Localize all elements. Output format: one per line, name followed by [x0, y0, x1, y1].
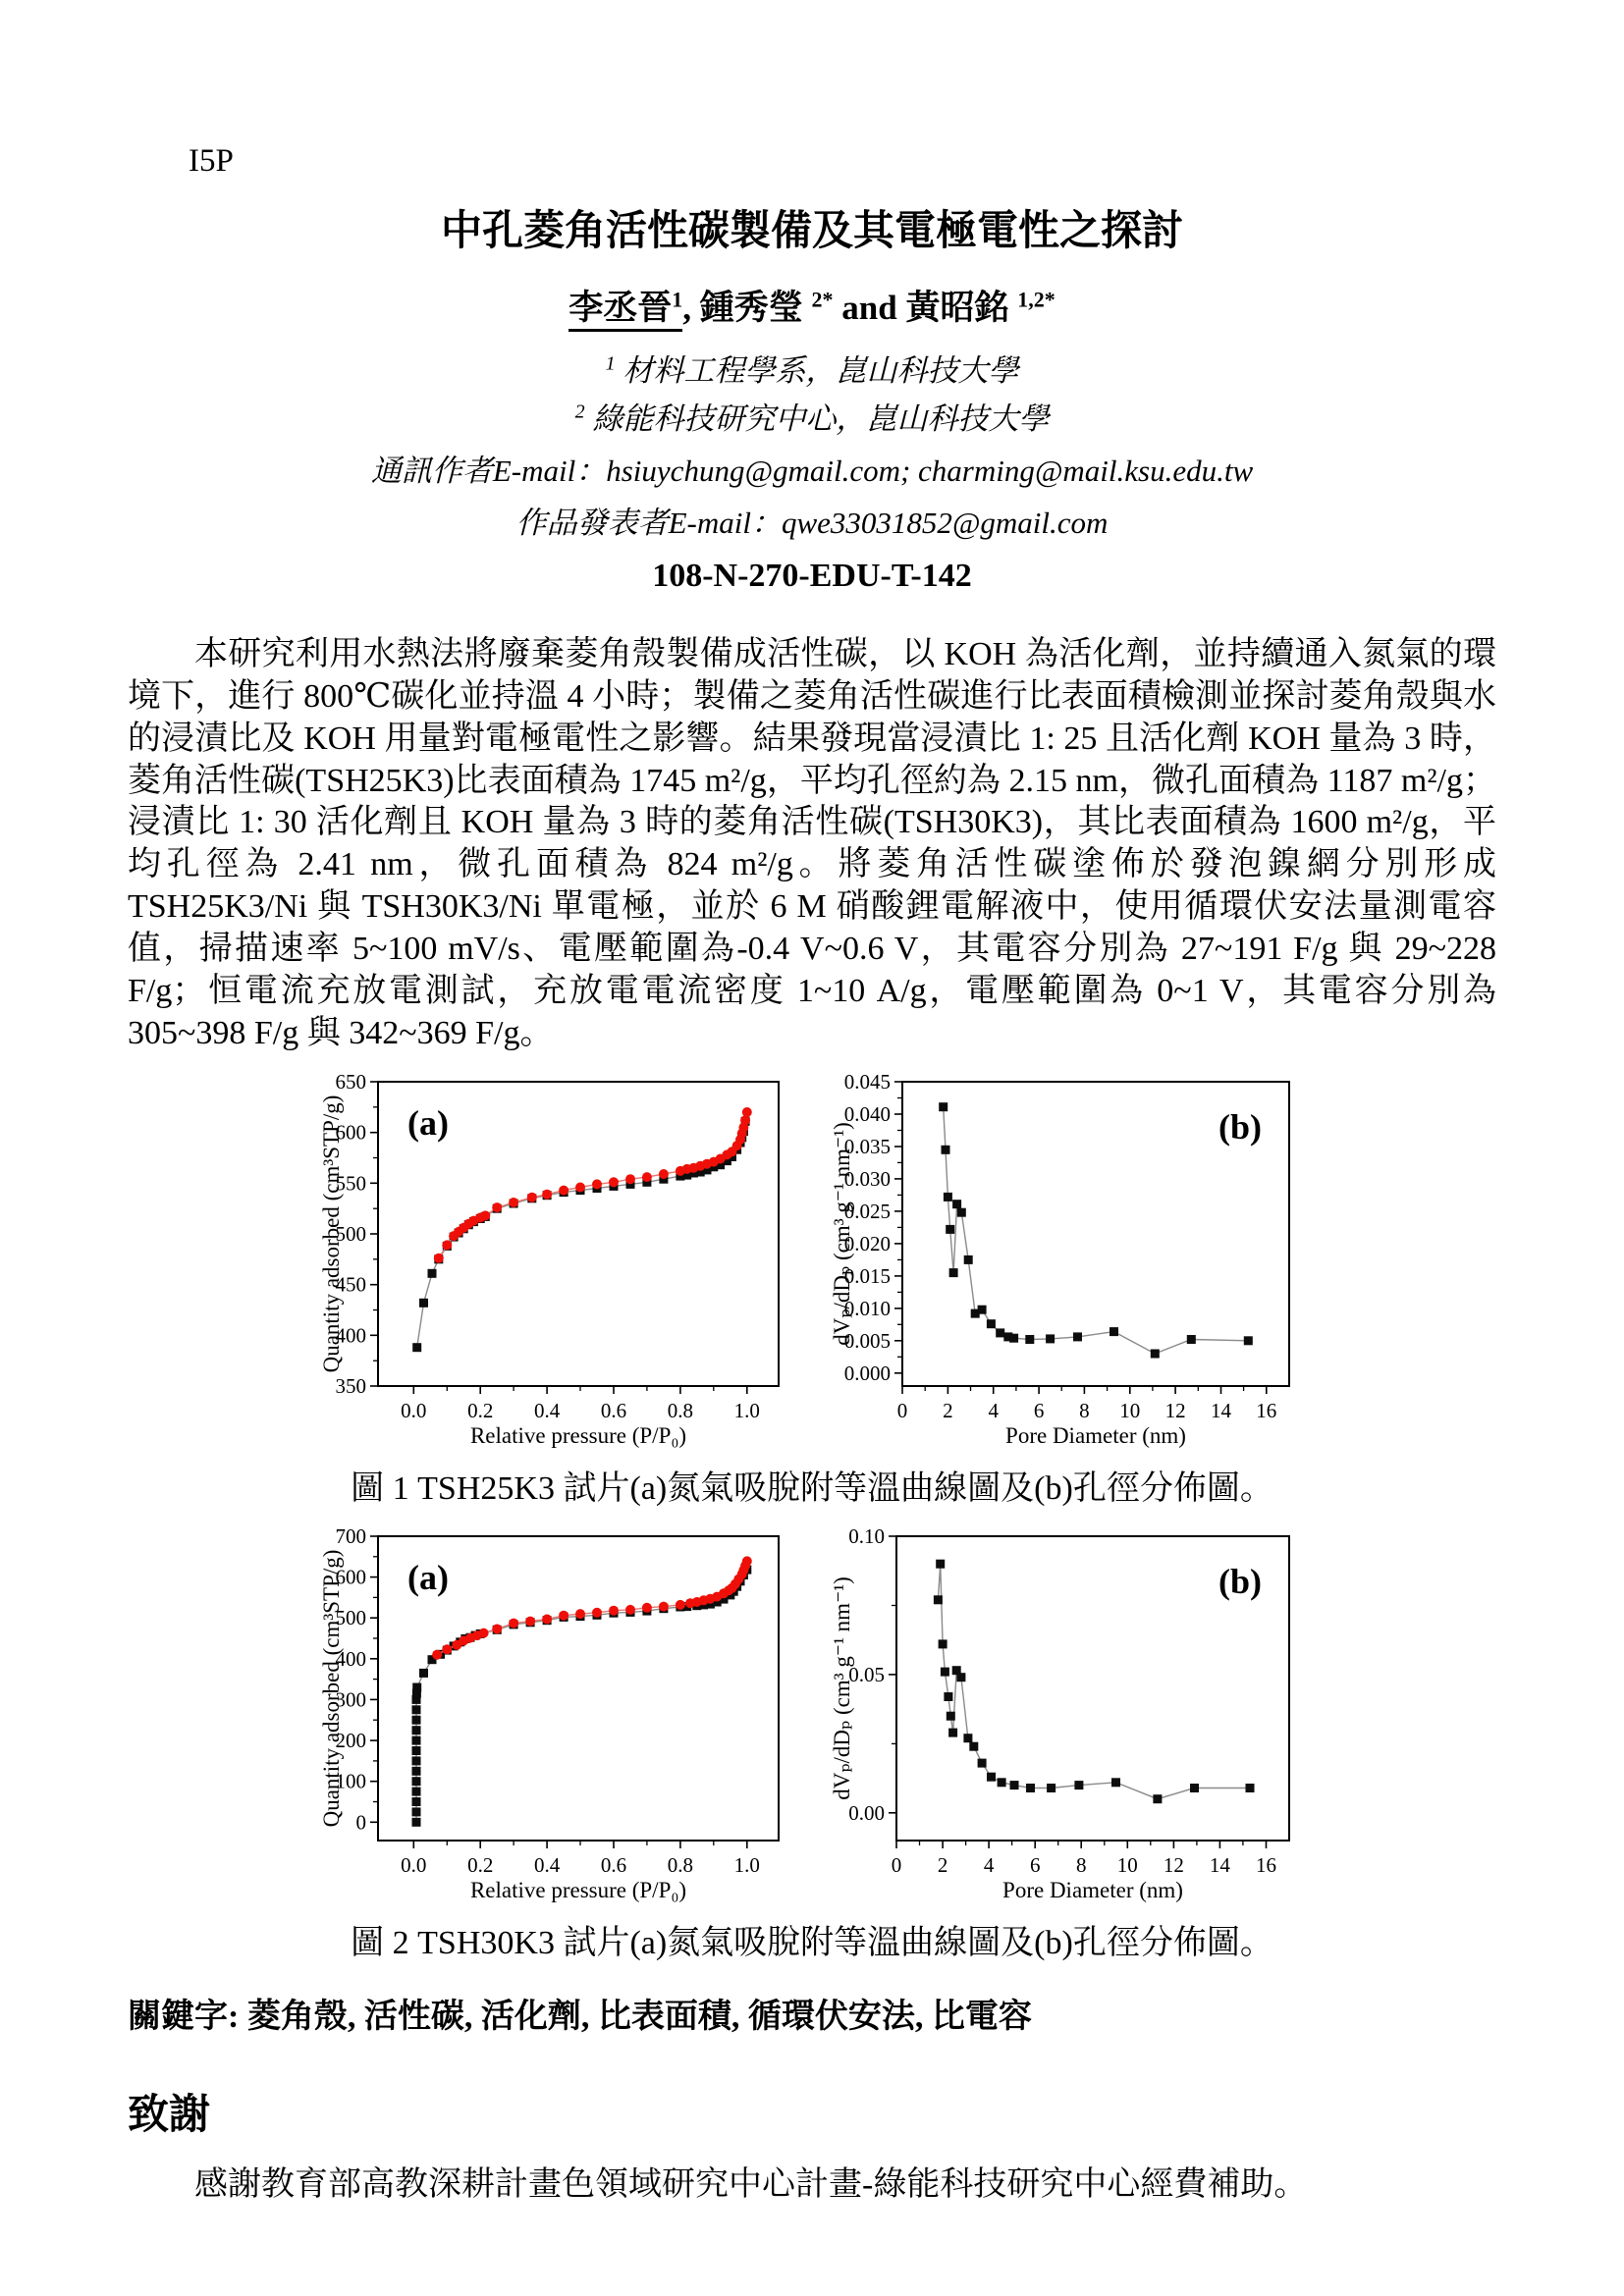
svg-text:(b): (b) — [1218, 1562, 1262, 1602]
svg-text:0.020: 0.020 — [843, 1232, 891, 1256]
svg-text:(a): (a) — [407, 1103, 449, 1144]
svg-text:600: 600 — [335, 1565, 366, 1589]
svg-text:0.0: 0.0 — [401, 1399, 427, 1423]
svg-text:0.035: 0.035 — [843, 1135, 891, 1159]
svg-text:8: 8 — [1079, 1399, 1090, 1423]
svg-text:Relative pressure (P/P₀): Relative pressure (P/P₀) — [469, 1878, 687, 1903]
author-and: and — [833, 289, 906, 328]
svg-text:0.8: 0.8 — [667, 1399, 694, 1423]
svg-text:4: 4 — [988, 1399, 999, 1423]
svg-text:14: 14 — [1211, 1399, 1231, 1423]
svg-text:700: 700 — [335, 1526, 366, 1549]
svg-text:0: 0 — [896, 1399, 908, 1423]
affiliation-2-number: 2 — [574, 400, 585, 423]
figure-1b-pore-distribution-chart — [830, 1072, 1305, 1455]
svg-text:Relative pressure (P/P₀): Relative pressure (P/P₀) — [469, 1423, 687, 1449]
figure-2b-pore-distribution-chart — [830, 1526, 1305, 1909]
figure-2-caption: 圖 2 TSH30K3 試片(a)氮氣吸脫附等溫曲線圖及(b)孔徑分佈圖。 — [351, 1925, 1273, 1962]
svg-text:0.045: 0.045 — [843, 1072, 891, 1095]
svg-text:0.00: 0.00 — [848, 1801, 885, 1826]
paper-header — [0, 0, 1624, 595]
svg-text:100: 100 — [335, 1770, 366, 1794]
svg-text:6: 6 — [1029, 1853, 1041, 1878]
author-3: 黃昭銘 $^{1,2*}$ — [905, 287, 1056, 328]
svg-text:Quantity adsorbed (cm³STP/g): Quantity adsorbed (cm³STP/g) — [319, 1095, 344, 1373]
figure-1-row — [0, 1072, 1624, 1455]
svg-text:2: 2 — [943, 1399, 953, 1423]
author-2: 鍾秀瑩 $^{2*}$ — [699, 287, 834, 328]
svg-text:12: 12 — [1164, 1399, 1186, 1423]
figure-1-caption: 圖 1 TSH25K3 試片(a)氮氣吸脫附等溫曲線圖及(b)孔徑分佈圖。 — [351, 1470, 1273, 1508]
svg-text:4: 4 — [983, 1853, 995, 1878]
svg-text:550: 550 — [335, 1171, 366, 1196]
svg-text:12: 12 — [1163, 1853, 1184, 1878]
svg-text:0.2: 0.2 — [467, 1399, 494, 1423]
svg-text:500: 500 — [335, 1606, 366, 1630]
svg-text:Quantity adsorbed (cm³STP/g): Quantity adsorbed (cm³STP/g) — [319, 1549, 344, 1828]
svg-text:2: 2 — [937, 1853, 948, 1878]
svg-text:0.010: 0.010 — [843, 1297, 891, 1321]
affiliation-2: $^2$ 綠能科技研究中心，崑山科技大學 — [574, 400, 1050, 437]
svg-text:200: 200 — [335, 1729, 366, 1753]
svg-text:1.0: 1.0 — [733, 1853, 760, 1878]
author-1: 李丞晉$^1$ — [568, 289, 682, 332]
corresponding-email-line: 通訊作者E-mail：hsiuychung@gmail.com; charming@mail.ksu.edu.tw — [370, 454, 1254, 489]
acknowledgement-text: 感謝教育部高教深耕計畫色領域研究中心計畫-綠能科技研究中心經費補助。 — [194, 2166, 1308, 2204]
svg-text:0: 0 — [891, 1853, 902, 1878]
svg-text:350: 350 — [335, 1374, 366, 1399]
svg-text:10: 10 — [1116, 1853, 1138, 1878]
svg-text:0.6: 0.6 — [600, 1853, 627, 1878]
svg-text:0: 0 — [355, 1810, 366, 1835]
session-code: I5P — [189, 143, 234, 179]
svg-text:0.030: 0.030 — [843, 1167, 891, 1192]
svg-text:0.6: 0.6 — [600, 1399, 627, 1423]
svg-text:0.025: 0.025 — [843, 1200, 891, 1224]
svg-text:600: 600 — [335, 1121, 366, 1146]
figure-1a-isotherm-chart — [319, 1072, 794, 1455]
author-separator: , — [682, 289, 700, 328]
svg-text:dVₚ/dDₚ (cm³ g⁻¹ nm⁻¹): dVₚ/dDₚ (cm³ g⁻¹ nm⁻¹) — [830, 1576, 854, 1801]
svg-text:0.4: 0.4 — [533, 1399, 561, 1423]
abstract-paragraph: 本研究利用水熱法將廢棄菱角殼製備成活性碳，以 KOH 為活化劑，並持續通入氮氣的環境下，進行 800℃碳化並持溫 4 小時；製備之菱角活性碳進行比表面積檢測並探討菱角殼與水的浸漬比及 KOH 用量對電極電性之影響。結果發現當浸漬比 1: 25 且活化劑 KOH 量為 3 時，菱角活性碳(TSH25K3)比表面積為 1745 m²/g，平均孔徑約為 2.15 nm，微孔面積為 1187 m²/g；浸漬比 1: 30 活化劑且 KOH 量為 3 時的菱角活性碳(TSH30K3)，其比表面積為 1600 m²/g，平均孔徑為 2.41 nm，微孔面積為 824 m²/g。將菱角活性碳塗佈於發泡鎳網分別形成 TSH25K3/Ni 與 TSH30K3/Ni 單電極，並於 6 M 硝酸鋰電解液中，使用循環伏安法量測電容值，掃描速率 5~100 mV/s、電壓範圍為-0.4 V~0.6 V，其電容分別為 27~191 F/g 與 29~228 F/g；恒電流充放電測試，充放電電流密度 1~10 A/g，電壓範圍為 0~1 V，其電容分別為 305~398 F/g 與 342~369 F/g。 — [128, 636, 1496, 1051]
affiliation-1-number: 1 — [605, 352, 616, 375]
svg-text:400: 400 — [335, 1323, 366, 1348]
svg-text:450: 450 — [335, 1273, 366, 1298]
svg-text:0.000: 0.000 — [843, 1362, 891, 1386]
paper-title: 中孔菱角活性碳製備及其電極電性之探討 — [440, 209, 1183, 254]
svg-text:(a): (a) — [407, 1558, 449, 1598]
figure-2a-isotherm-chart — [319, 1526, 794, 1909]
presenter-email-line: 作品發表者E-mail：qwe33031852@gmail.com — [515, 506, 1109, 541]
svg-text:0.005: 0.005 — [843, 1329, 891, 1354]
svg-text:0.040: 0.040 — [843, 1102, 891, 1127]
svg-text:0.4: 0.4 — [533, 1853, 561, 1878]
svg-text:0.015: 0.015 — [843, 1264, 891, 1289]
svg-text:0.8: 0.8 — [667, 1853, 694, 1878]
svg-text:8: 8 — [1075, 1853, 1087, 1878]
svg-text:0.05: 0.05 — [848, 1663, 885, 1687]
svg-text:16: 16 — [1256, 1853, 1276, 1878]
paper-id: 108-N-270-EDU-T-142 — [652, 558, 972, 595]
svg-text:Pore Diameter (nm): Pore Diameter (nm) — [1005, 1423, 1186, 1449]
acknowledgement-heading: 致謝 — [128, 2093, 211, 2139]
svg-text:0.0: 0.0 — [401, 1853, 427, 1878]
keywords-line: 關鍵字: 菱角殼, 活性碳, 活化劑, 比表面積, 循環伏安法, 比電容 — [128, 1999, 1032, 2036]
figure-2-row — [0, 1526, 1624, 1909]
svg-text:16: 16 — [1256, 1399, 1277, 1423]
svg-text:650: 650 — [335, 1072, 366, 1095]
author-2-affmark: 2* — [811, 287, 834, 312]
svg-text:dVₚ/dDₚ (cm³ g⁻¹ nm⁻¹): dVₚ/dDₚ (cm³ g⁻¹ nm⁻¹) — [830, 1122, 854, 1347]
svg-text:300: 300 — [335, 1687, 366, 1712]
author-3-affmark: 1,2* — [1017, 287, 1056, 312]
svg-text:500: 500 — [335, 1222, 366, 1247]
svg-text:0.10: 0.10 — [848, 1526, 885, 1549]
svg-text:(b): (b) — [1218, 1107, 1262, 1148]
svg-text:1.0: 1.0 — [733, 1399, 760, 1423]
svg-text:14: 14 — [1209, 1853, 1230, 1878]
svg-text:6: 6 — [1033, 1399, 1045, 1423]
affiliation-1: $^1$ 材料工程學系，崑山科技大學 — [605, 352, 1019, 389]
author-line — [0, 281, 1624, 330]
svg-text:400: 400 — [335, 1647, 366, 1672]
svg-text:Pore Diameter (nm): Pore Diameter (nm) — [1002, 1878, 1183, 1903]
author-1-affmark: 1 — [672, 287, 683, 312]
svg-text:10: 10 — [1119, 1399, 1141, 1423]
svg-text:0.2: 0.2 — [467, 1853, 494, 1878]
